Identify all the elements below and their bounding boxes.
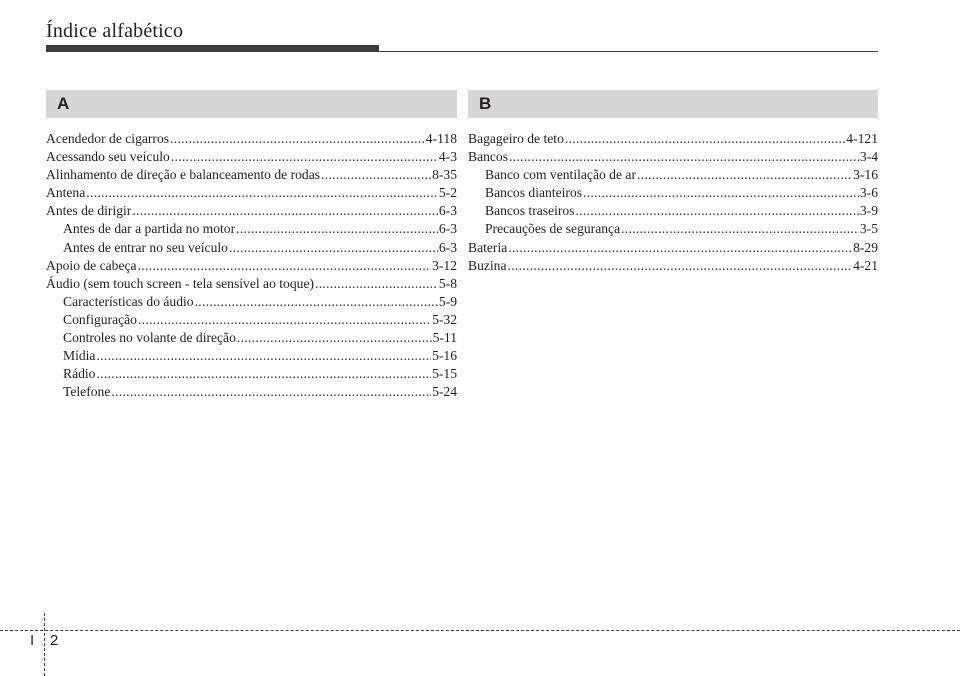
index-subentry	[46, 329, 457, 347]
index-subentry	[468, 220, 878, 238]
dot-leader	[195, 293, 438, 311]
dot-leader	[583, 184, 859, 202]
entry-label: Buzina	[468, 257, 507, 273]
dot-leader	[96, 347, 431, 365]
entry-label: Acessando seu veículo	[46, 149, 170, 165]
section-letter-b: B	[479, 94, 492, 113]
dot-leader	[86, 184, 438, 202]
entry-page-ref: 6-3	[438, 239, 457, 255]
entry-label: Bancos dianteiros	[485, 185, 583, 201]
footer-divider-vertical	[44, 613, 45, 676]
entry-label: Acendedor de cigarros	[46, 131, 170, 146]
index-entry	[468, 257, 878, 275]
index-entry	[46, 275, 457, 293]
entry-page-ref: 3-4	[859, 149, 878, 165]
dot-leader	[236, 220, 438, 238]
dot-leader	[229, 239, 438, 257]
entry-label: Bagageiro de teto	[468, 131, 564, 146]
entry-page-ref: 3-12	[432, 257, 457, 273]
dot-leader	[138, 257, 432, 275]
entry-label: Bateria	[468, 239, 508, 255]
entry-page-ref: 5-16	[432, 348, 457, 364]
entry-page-ref: 3-5	[859, 221, 878, 237]
entry-page-ref: 5-9	[438, 293, 457, 309]
entry-label: Bancos	[468, 149, 509, 165]
footer-divider-horizontal	[0, 630, 960, 631]
index-entry	[46, 184, 457, 202]
index-subentry	[46, 347, 457, 365]
header-rule-thin	[379, 51, 878, 52]
entry-page-ref: 3-6	[859, 185, 878, 201]
entry-page-ref: 8-29	[853, 239, 878, 255]
index-entry	[468, 130, 878, 148]
dot-leader	[96, 365, 431, 383]
entry-page-ref: 5-2	[438, 185, 457, 201]
section-letter-bar-b	[468, 90, 878, 118]
dot-leader	[321, 166, 431, 184]
dot-leader	[565, 130, 845, 148]
entry-page-ref: 5-11	[432, 330, 457, 346]
dot-leader	[509, 148, 859, 166]
entry-page-ref: 4-121	[846, 131, 878, 146]
entry-page-ref: 6-3	[438, 221, 457, 237]
header-rule-thick	[46, 45, 379, 52]
entry-label: Características do áudio	[63, 293, 194, 309]
entry-label: Bancos traseiros	[485, 203, 575, 219]
section-letter-bar-a	[46, 90, 457, 118]
entry-label: Alinhamento de direção e balanceamento de rodas	[46, 167, 321, 183]
footer-section-label: I	[30, 632, 35, 649]
dot-leader	[637, 166, 852, 184]
entry-page-ref: 5-15	[432, 366, 457, 382]
section-letter-a: A	[57, 94, 70, 113]
index-entry	[46, 202, 457, 220]
entry-label: Precauções de segurança	[485, 221, 621, 237]
entry-list-b	[468, 130, 878, 275]
entry-page-ref: 5-24	[432, 384, 457, 400]
entry-label: Controles no volante de direção	[63, 330, 236, 346]
entry-page-ref: 3-16	[853, 167, 878, 183]
index-entry	[46, 130, 457, 148]
index-subentry	[46, 365, 457, 383]
entry-label: Mídia	[63, 348, 96, 364]
dot-leader	[508, 239, 852, 257]
index-subentry	[46, 293, 457, 311]
entry-label: Áudio (sem touch screen - tela sensível ao toque)	[46, 275, 315, 291]
entry-label: Antena	[46, 185, 86, 201]
entry-label: Configuração	[63, 311, 137, 327]
dot-leader	[138, 311, 431, 329]
index-column-a	[46, 90, 457, 401]
page-title: Índice alfabético	[46, 20, 184, 42]
index-entry	[468, 148, 878, 166]
entry-page-ref: 3-9	[859, 203, 878, 219]
index-subentry	[46, 383, 457, 401]
index-subentry	[46, 239, 457, 257]
entry-page-ref: 8-35	[432, 167, 457, 183]
index-entry	[46, 148, 457, 166]
entry-page-ref: 5-8	[438, 275, 457, 291]
index-subentry	[46, 220, 457, 238]
dot-leader	[111, 383, 431, 401]
entry-label: Telefone	[63, 384, 111, 400]
entry-label: Apoio de cabeça	[46, 257, 137, 273]
entry-list-a	[46, 130, 457, 401]
entry-page-ref: 5-32	[432, 311, 457, 327]
index-subentry	[468, 202, 878, 220]
footer-page-number: 2	[50, 632, 59, 649]
index-column-b	[468, 90, 878, 275]
entry-label: Antes de dirigir	[46, 203, 132, 219]
entry-label: Antes de entrar no seu veículo	[63, 239, 228, 255]
entry-label: Antes de dar a partida no motor	[63, 221, 236, 237]
entry-page-ref: 6-3	[438, 203, 457, 219]
dot-leader	[132, 202, 438, 220]
index-subentry	[468, 166, 878, 184]
entry-label: Banco com ventilação de ar	[485, 167, 636, 183]
index-entry	[468, 239, 878, 257]
entry-page-ref: 4-3	[438, 149, 457, 165]
entry-page-ref: 4-21	[853, 257, 878, 273]
dot-leader	[237, 329, 432, 347]
dot-leader	[508, 257, 853, 275]
dot-leader	[575, 202, 858, 220]
dot-leader	[315, 275, 438, 293]
index-subentry	[46, 311, 457, 329]
index-entry	[46, 257, 457, 275]
index-subentry	[468, 184, 878, 202]
dot-leader	[171, 148, 438, 166]
index-entry	[46, 166, 457, 184]
entry-label: Rádio	[63, 366, 96, 382]
dot-leader	[621, 220, 859, 238]
entry-page-ref: 4-118	[425, 131, 457, 146]
dot-leader	[170, 130, 425, 148]
